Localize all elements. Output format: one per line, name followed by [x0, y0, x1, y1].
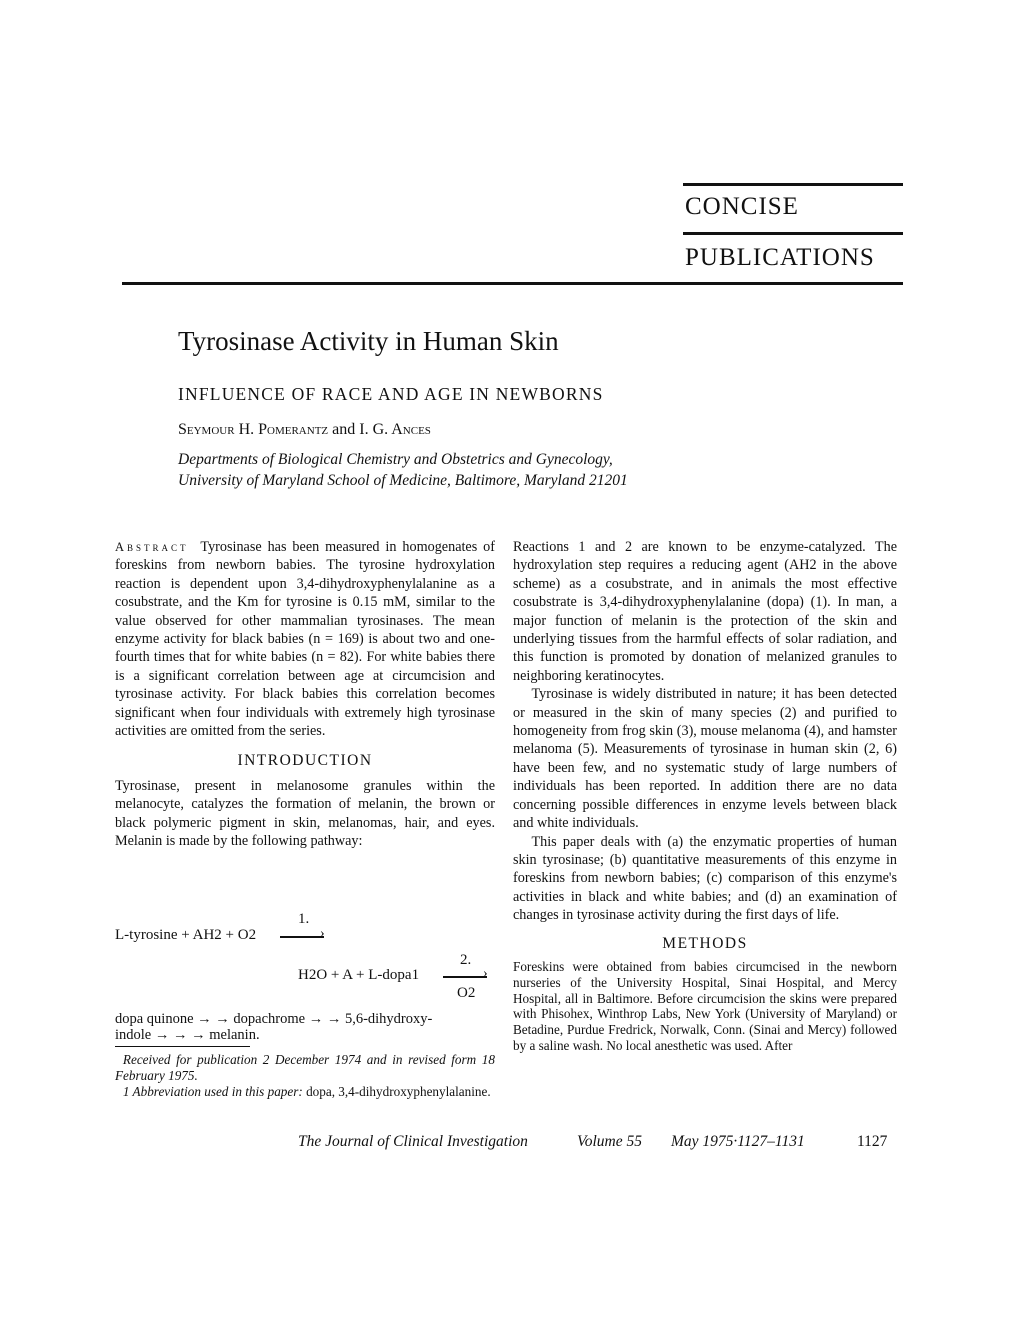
right-para-2: Tyrosinase is widely distributed in nature; it has been detected or measured in the skin of many species (2) and purified to homogeneity from frog skin (3), mouse melanoma (4), and hamster melanoma (5). Measurements of tyrosinase in human skin (2, 6) have been few, and no systematic study of large numbers of individuals has been reported. In addition there are no data concerning possible differences in enzyme levels between black and white individuals.	[513, 686, 897, 832]
author-line	[178, 421, 431, 439]
header-rule-top	[683, 183, 903, 186]
abbreviation-label: 1 Abbreviation used in this paper:	[122, 1083, 303, 1099]
affiliation-line-2: University of Maryland School of Medicine, Baltimore, Maryland 21201	[178, 472, 628, 489]
scheme-arrow2-shaft	[443, 976, 487, 978]
abbreviation-text: dopa, 3,4-dihydroxyphenylalanine.	[306, 1083, 491, 1099]
footer-volume: Volume 55	[577, 1133, 643, 1150]
author-joiner: and	[332, 421, 356, 438]
abstract-text: Tyrosinase has been measured in homogenates of foreskins from newborn babies. The tyrosine hydroxylation reaction is dependent upon 3,4-dihydroxyphenylalanine as a cosubstrate, and the Km for tyrosine is 0.15 mM, similar to the value observed for other mammalian tyrosinases. The mean enzyme activity for black babies (n = 169) is about two and one-fourth times that for white babies (n = 82). For white babies there is a significant correlation between age at circumcision and tyrosinase activity. For black babies this correlation becomes significant when four individuals with extremely high tyrosinase activities are omitted from the series.	[115, 539, 495, 740]
footnote-rule	[115, 1046, 250, 1047]
right-para-3: This paper deals with (a) the enzymatic properties of human skin tyrosinase; (b) quantitative measurements of this enzyme in foreskins from newborn babies; (c) comparison of this enzyme's activities in black and white babies; and (d) an examination of changes in tyrosinase activity during the first days of life.	[513, 833, 897, 924]
abstract-label: Abstract	[115, 540, 189, 554]
scheme-step1-label: 1.	[298, 911, 310, 927]
article-title: Tyrosinase Activity in Human Skin	[178, 326, 559, 356]
scheme-arrow1-shaft	[280, 936, 324, 938]
footer-issue: May 1975·1127–1131	[671, 1133, 805, 1150]
article-subtitle: INFLUENCE OF RACE AND AGE IN NEWBORNS	[178, 384, 604, 404]
methods-heading: METHODS	[662, 934, 748, 952]
scheme-continuation-2: indole → → → melanin.	[115, 1027, 260, 1043]
scheme-step2-label: 2.	[460, 952, 472, 968]
header-rule-middle	[683, 232, 903, 235]
right-column	[513, 538, 897, 1054]
footnote-abbreviation	[115, 1084, 495, 1100]
scheme-arrow1-head: ›	[320, 926, 325, 941]
author-2: I. G. Ances	[359, 421, 431, 438]
header-publications: PUBLICATIONS	[685, 244, 875, 271]
left-column	[115, 538, 495, 851]
affiliation	[178, 449, 628, 491]
page-number: 1127	[857, 1133, 888, 1150]
scheme-o2-below: O2	[457, 985, 476, 1001]
footnote-received: Received for publication 2 December 1974 and in revised form 18 February 1975.	[115, 1052, 495, 1083]
methods-text: Foreskins were obtained from babies circumcised in the newborn nurseries of the University Hospital, Sinai Hospital, and Mercy Hospital, all in Baltimore. Before circumcision the skins were prepared with Phisohex, Winthrop Labs, New York (University of Maryland) or Betadine, Purdue Fredrick, Norwalk, Conn. (Sinai and Mercy) followed by a saline wash. No local anesthetic was used. After	[513, 958, 897, 1053]
author-1: Seymour H. Pomerantz	[178, 421, 329, 438]
scheme-products: H2O + A + L-dopa1	[298, 967, 420, 983]
introduction-heading: INTRODUCTION	[237, 752, 373, 770]
scheme-arrow2-head: ›	[483, 966, 488, 981]
scheme-reactants: L-tyrosine + AH2 + O2	[115, 927, 257, 943]
footnotes	[115, 1052, 495, 1099]
footer-journal: The Journal of Clinical Investigation	[298, 1133, 528, 1150]
header-concise: CONCISE	[685, 193, 799, 220]
scheme-continuation-1: dopa quinone → → dopachrome → → 5,6-dihydroxy-	[115, 1011, 433, 1027]
right-para-1: Reactions 1 and 2 are known to be enzyme-catalyzed. The hydroxylation step requires a reducing agent (AH2 in the above scheme) as a cosubstrate, and in animals the most effective cosubstrate is 3,4-dihydroxyphenylalanine (dopa) (1). In man, a major function of melanin is the protection of the skin and underlying tissues from the harmful effects of solar radiation, and this function is promoted by donation of melanized granules to neighboring keratinocytes.	[513, 539, 897, 684]
affiliation-line-1: Departments of Biological Chemistry and Obstetrics and Gynecology,	[178, 451, 613, 468]
introduction-text: Tyrosinase, present in melanosome granules within the melanocyte, catalyzes the formation of melanin, the brown or black polymeric pigment in skin, melanomas, hair, and eyes. Melanin is made by the following pathway:	[115, 777, 495, 850]
abstract	[115, 538, 495, 740]
header-rule-long	[122, 282, 903, 285]
